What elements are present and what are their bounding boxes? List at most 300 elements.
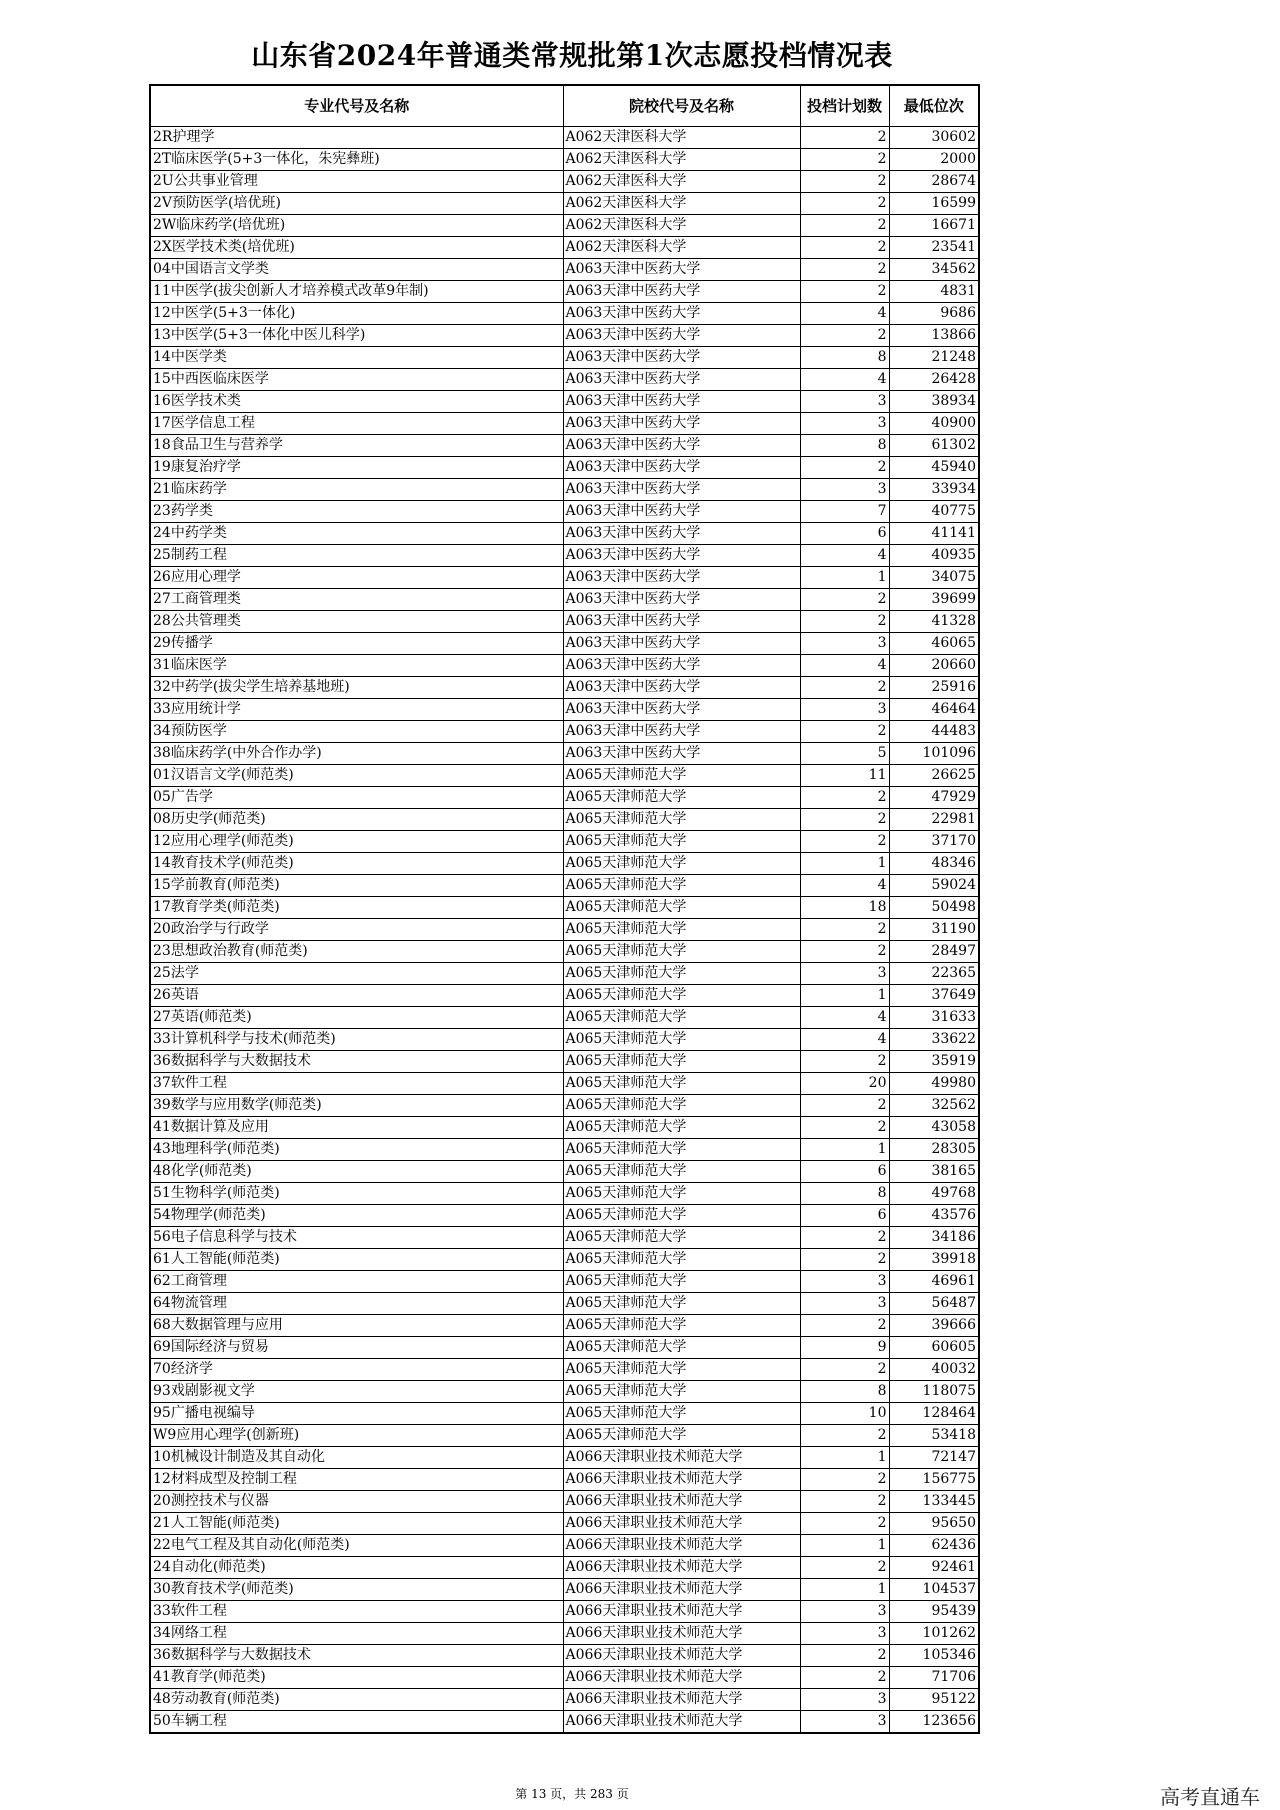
min-rank-cell: 2000 <box>889 149 979 171</box>
plan-cell: 3 <box>800 1601 889 1623</box>
major-cell: 41教育学(师范类) <box>150 1667 563 1689</box>
major-cell: 64物流管理 <box>150 1293 563 1315</box>
school-cell: A065天津师范大学 <box>563 1381 800 1403</box>
min-rank-cell: 43058 <box>889 1117 979 1139</box>
plan-cell: 4 <box>800 369 889 391</box>
min-rank-cell: 22365 <box>889 963 979 985</box>
school-cell: A063天津中医药大学 <box>563 633 800 655</box>
school-cell: A066天津职业技术师范大学 <box>563 1623 800 1645</box>
major-cell: 62工商管理 <box>150 1271 563 1293</box>
table-row <box>150 127 979 149</box>
major-cell: 27英语(师范类) <box>150 1007 563 1029</box>
plan-cell: 3 <box>800 699 889 721</box>
min-rank-cell: 20660 <box>889 655 979 677</box>
school-cell: A066天津职业技术师范大学 <box>563 1579 800 1601</box>
plan-cell: 2 <box>800 259 889 281</box>
table-row <box>150 1051 979 1073</box>
plan-cell: 2 <box>800 1095 889 1117</box>
major-cell: 29传播学 <box>150 633 563 655</box>
min-rank-cell: 40900 <box>889 413 979 435</box>
school-cell: A066天津职业技术师范大学 <box>563 1469 800 1491</box>
major-cell: 95广播电视编导 <box>150 1403 563 1425</box>
min-rank-cell: 25916 <box>889 677 979 699</box>
school-cell: A063天津中医药大学 <box>563 699 800 721</box>
header-min-rank: 最低位次 <box>889 85 979 127</box>
plan-cell: 2 <box>800 457 889 479</box>
school-cell: A065天津师范大学 <box>563 1227 800 1249</box>
min-rank-cell: 41141 <box>889 523 979 545</box>
plan-cell: 2 <box>800 127 889 149</box>
school-cell: A063天津中医药大学 <box>563 435 800 457</box>
major-cell: W9应用心理学(创新班) <box>150 1425 563 1447</box>
plan-cell: 4 <box>800 545 889 567</box>
plan-cell: 2 <box>800 677 889 699</box>
min-rank-cell: 39918 <box>889 1249 979 1271</box>
table-row <box>150 1645 979 1667</box>
school-cell: A065天津师范大学 <box>563 1161 800 1183</box>
major-cell: 37软件工程 <box>150 1073 563 1095</box>
school-cell: A065天津师范大学 <box>563 1293 800 1315</box>
major-cell: 24中药学类 <box>150 523 563 545</box>
table-row <box>150 875 979 897</box>
major-cell: 51生物科学(师范类) <box>150 1183 563 1205</box>
school-cell: A066天津职业技术师范大学 <box>563 1491 800 1513</box>
school-cell: A062天津医科大学 <box>563 215 800 237</box>
min-rank-cell: 26625 <box>889 765 979 787</box>
min-rank-cell: 60605 <box>889 1337 979 1359</box>
plan-cell: 1 <box>800 1447 889 1469</box>
major-cell: 32中药学(拔尖学生培养基地班) <box>150 677 563 699</box>
table-row <box>150 919 979 941</box>
plan-cell: 2 <box>800 149 889 171</box>
school-cell: A065天津师范大学 <box>563 963 800 985</box>
header-plan: 投档计划数 <box>800 85 889 127</box>
major-cell: 48化学(师范类) <box>150 1161 563 1183</box>
major-cell: 31临床医学 <box>150 655 563 677</box>
plan-cell: 20 <box>800 1073 889 1095</box>
major-cell: 21人工智能(师范类) <box>150 1513 563 1535</box>
major-cell: 14教育技术学(师范类) <box>150 853 563 875</box>
major-cell: 05广告学 <box>150 787 563 809</box>
min-rank-cell: 37649 <box>889 985 979 1007</box>
plan-cell: 1 <box>800 985 889 1007</box>
min-rank-cell: 95122 <box>889 1689 979 1711</box>
plan-cell: 2 <box>800 1557 889 1579</box>
plan-cell: 8 <box>800 1381 889 1403</box>
header-school: 院校代号及名称 <box>563 85 800 127</box>
min-rank-cell: 101096 <box>889 743 979 765</box>
plan-cell: 6 <box>800 1161 889 1183</box>
table-row <box>150 435 979 457</box>
major-cell: 08历史学(师范类) <box>150 809 563 831</box>
table-row <box>150 1557 979 1579</box>
min-rank-cell: 62436 <box>889 1535 979 1557</box>
table-row <box>150 1205 979 1227</box>
school-cell: A066天津职业技术师范大学 <box>563 1711 800 1734</box>
table-row <box>150 1579 979 1601</box>
school-cell: A063天津中医药大学 <box>563 259 800 281</box>
min-rank-cell: 44483 <box>889 721 979 743</box>
table-row <box>150 1293 979 1315</box>
min-rank-cell: 156775 <box>889 1469 979 1491</box>
school-cell: A063天津中医药大学 <box>563 743 800 765</box>
table-row <box>150 215 979 237</box>
school-cell: A065天津师范大学 <box>563 765 800 787</box>
min-rank-cell: 30602 <box>889 127 979 149</box>
table-row <box>150 655 979 677</box>
table-row <box>150 391 979 413</box>
major-cell: 2U公共事业管理 <box>150 171 563 193</box>
table-row <box>150 413 979 435</box>
min-rank-cell: 50498 <box>889 897 979 919</box>
min-rank-cell: 16599 <box>889 193 979 215</box>
major-cell: 15中西医临床医学 <box>150 369 563 391</box>
school-cell: A063天津中医药大学 <box>563 545 800 567</box>
min-rank-cell: 33934 <box>889 479 979 501</box>
min-rank-cell: 40775 <box>889 501 979 523</box>
school-cell: A063天津中医药大学 <box>563 611 800 633</box>
plan-cell: 7 <box>800 501 889 523</box>
table-row <box>150 501 979 523</box>
school-cell: A065天津师范大学 <box>563 1073 800 1095</box>
school-cell: A065天津师范大学 <box>563 897 800 919</box>
school-cell: A065天津师范大学 <box>563 1271 800 1293</box>
major-cell: 61人工智能(师范类) <box>150 1249 563 1271</box>
plan-cell: 2 <box>800 831 889 853</box>
school-cell: A065天津师范大学 <box>563 1117 800 1139</box>
min-rank-cell: 38165 <box>889 1161 979 1183</box>
plan-cell: 1 <box>800 1535 889 1557</box>
page-number: 第 13 页，共 283 页 <box>515 1787 629 1801</box>
min-rank-cell: 105346 <box>889 1645 979 1667</box>
min-rank-cell: 28305 <box>889 1139 979 1161</box>
major-cell: 54物理学(师范类) <box>150 1205 563 1227</box>
min-rank-cell: 28674 <box>889 171 979 193</box>
plan-cell: 3 <box>800 1623 889 1645</box>
table-row <box>150 1623 979 1645</box>
plan-cell: 11 <box>800 765 889 787</box>
major-cell: 15学前教育(师范类) <box>150 875 563 897</box>
plan-cell: 6 <box>800 523 889 545</box>
major-cell: 19康复治疗学 <box>150 457 563 479</box>
plan-cell: 4 <box>800 655 889 677</box>
plan-cell: 3 <box>800 391 889 413</box>
major-cell: 33计算机科学与技术(师范类) <box>150 1029 563 1051</box>
school-cell: A065天津师范大学 <box>563 809 800 831</box>
plan-cell: 2 <box>800 1469 889 1491</box>
major-cell: 25制药工程 <box>150 545 563 567</box>
min-rank-cell: 72147 <box>889 1447 979 1469</box>
table-header-row <box>150 85 979 127</box>
min-rank-cell: 95650 <box>889 1513 979 1535</box>
plan-cell: 2 <box>800 1315 889 1337</box>
table-row <box>150 677 979 699</box>
min-rank-cell: 43576 <box>889 1205 979 1227</box>
major-cell: 27工商管理类 <box>150 589 563 611</box>
plan-cell: 1 <box>800 567 889 589</box>
plan-cell: 4 <box>800 1029 889 1051</box>
min-rank-cell: 22981 <box>889 809 979 831</box>
major-cell: 93戏剧影视文学 <box>150 1381 563 1403</box>
school-cell: A063天津中医药大学 <box>563 523 800 545</box>
major-cell: 39数学与应用数学(师范类) <box>150 1095 563 1117</box>
major-cell: 43地理科学(师范类) <box>150 1139 563 1161</box>
school-cell: A062天津医科大学 <box>563 149 800 171</box>
school-cell: A065天津师范大学 <box>563 1029 800 1051</box>
plan-cell: 2 <box>800 281 889 303</box>
table-row <box>150 1073 979 1095</box>
school-cell: A066天津职业技术师范大学 <box>563 1601 800 1623</box>
table-body <box>150 127 979 1734</box>
table-row <box>150 1161 979 1183</box>
plan-cell: 9 <box>800 1337 889 1359</box>
school-cell: A063天津中医药大学 <box>563 567 800 589</box>
table-row <box>150 1601 979 1623</box>
major-cell: 70经济学 <box>150 1359 563 1381</box>
school-cell: A063天津中医药大学 <box>563 479 800 501</box>
plan-cell: 10 <box>800 1403 889 1425</box>
school-cell: A065天津师范大学 <box>563 853 800 875</box>
school-cell: A063天津中医药大学 <box>563 413 800 435</box>
min-rank-cell: 48346 <box>889 853 979 875</box>
school-cell: A063天津中医药大学 <box>563 303 800 325</box>
min-rank-cell: 71706 <box>889 1667 979 1689</box>
min-rank-cell: 28497 <box>889 941 979 963</box>
plan-cell: 2 <box>800 1117 889 1139</box>
major-cell: 14中医学类 <box>150 347 563 369</box>
table-row <box>150 1381 979 1403</box>
school-cell: A063天津中医药大学 <box>563 325 800 347</box>
min-rank-cell: 34562 <box>889 259 979 281</box>
min-rank-cell: 4831 <box>889 281 979 303</box>
min-rank-cell: 21248 <box>889 347 979 369</box>
min-rank-cell: 49768 <box>889 1183 979 1205</box>
school-cell: A063天津中医药大学 <box>563 501 800 523</box>
min-rank-cell: 32562 <box>889 1095 979 1117</box>
plan-cell: 2 <box>800 721 889 743</box>
major-cell: 34网络工程 <box>150 1623 563 1645</box>
major-cell: 48劳动教育(师范类) <box>150 1689 563 1711</box>
table-row <box>150 369 979 391</box>
table-row <box>150 1403 979 1425</box>
min-rank-cell: 34075 <box>889 567 979 589</box>
school-cell: A065天津师范大学 <box>563 941 800 963</box>
major-cell: 26应用心理学 <box>150 567 563 589</box>
major-cell: 24自动化(师范类) <box>150 1557 563 1579</box>
plan-cell: 2 <box>800 171 889 193</box>
school-cell: A065天津师范大学 <box>563 831 800 853</box>
min-rank-cell: 38934 <box>889 391 979 413</box>
major-cell: 12中医学(5+3一体化) <box>150 303 563 325</box>
table-row <box>150 1095 979 1117</box>
table-row <box>150 325 979 347</box>
table-row <box>150 1469 979 1491</box>
major-cell: 69国际经济与贸易 <box>150 1337 563 1359</box>
major-cell: 12应用心理学(师范类) <box>150 831 563 853</box>
table-row <box>150 831 979 853</box>
table-row <box>150 1425 979 1447</box>
min-rank-cell: 40935 <box>889 545 979 567</box>
school-cell: A062天津医科大学 <box>563 237 800 259</box>
school-cell: A063天津中医药大学 <box>563 281 800 303</box>
school-cell: A065天津师范大学 <box>563 1359 800 1381</box>
major-cell: 18食品卫生与营养学 <box>150 435 563 457</box>
major-cell: 10机械设计制造及其自动化 <box>150 1447 563 1469</box>
major-cell: 25法学 <box>150 963 563 985</box>
table-row <box>150 1513 979 1535</box>
table-row <box>150 259 979 281</box>
table-row <box>150 1491 979 1513</box>
min-rank-cell: 46961 <box>889 1271 979 1293</box>
major-cell: 23思想政治教育(师范类) <box>150 941 563 963</box>
plan-cell: 2 <box>800 809 889 831</box>
min-rank-cell: 37170 <box>889 831 979 853</box>
min-rank-cell: 47929 <box>889 787 979 809</box>
school-cell: A066天津职业技术师范大学 <box>563 1689 800 1711</box>
major-cell: 01汉语言文学(师范类) <box>150 765 563 787</box>
table-row <box>150 1447 979 1469</box>
table-row <box>150 721 979 743</box>
plan-cell: 2 <box>800 193 889 215</box>
major-cell: 20政治学与行政学 <box>150 919 563 941</box>
table-row <box>150 589 979 611</box>
min-rank-cell: 53418 <box>889 1425 979 1447</box>
major-cell: 2X医学技术类(培优班) <box>150 237 563 259</box>
table-row <box>150 1337 979 1359</box>
school-cell: A063天津中医药大学 <box>563 457 800 479</box>
table-row <box>150 171 979 193</box>
plan-cell: 3 <box>800 1689 889 1711</box>
plan-cell: 6 <box>800 1205 889 1227</box>
school-cell: A063天津中医药大学 <box>563 391 800 413</box>
school-cell: A063天津中医药大学 <box>563 369 800 391</box>
table-row <box>150 1689 979 1711</box>
header-major: 专业代号及名称 <box>150 85 563 127</box>
plan-cell: 2 <box>800 1491 889 1513</box>
plan-cell: 2 <box>800 787 889 809</box>
table-row <box>150 281 979 303</box>
table-row <box>150 633 979 655</box>
plan-cell: 2 <box>800 1051 889 1073</box>
table-row <box>150 193 979 215</box>
school-cell: A065天津师范大学 <box>563 1403 800 1425</box>
major-cell: 17医学信息工程 <box>150 413 563 435</box>
min-rank-cell: 49980 <box>889 1073 979 1095</box>
min-rank-cell: 118075 <box>889 1381 979 1403</box>
major-cell: 26英语 <box>150 985 563 1007</box>
major-cell: 21临床药学 <box>150 479 563 501</box>
table-row <box>150 347 979 369</box>
plan-cell: 2 <box>800 1513 889 1535</box>
table-row <box>150 1117 979 1139</box>
school-cell: A065天津师范大学 <box>563 1007 800 1029</box>
min-rank-cell: 101262 <box>889 1623 979 1645</box>
major-cell: 23药学类 <box>150 501 563 523</box>
school-cell: A066天津职业技术师范大学 <box>563 1513 800 1535</box>
school-cell: A065天津师范大学 <box>563 1249 800 1271</box>
school-cell: A065天津师范大学 <box>563 1139 800 1161</box>
table-row <box>150 1667 979 1689</box>
table-row <box>150 523 979 545</box>
plan-cell: 2 <box>800 941 889 963</box>
min-rank-cell: 23541 <box>889 237 979 259</box>
school-cell: A065天津师范大学 <box>563 1315 800 1337</box>
plan-cell: 3 <box>800 963 889 985</box>
school-cell: A063天津中医药大学 <box>563 347 800 369</box>
major-cell: 2T临床医学(5+3一体化，朱宪彝班) <box>150 149 563 171</box>
school-cell: A062天津医科大学 <box>563 127 800 149</box>
plan-cell: 3 <box>800 1711 889 1734</box>
major-cell: 2V预防医学(培优班) <box>150 193 563 215</box>
min-rank-cell: 133445 <box>889 1491 979 1513</box>
school-cell: A065天津师范大学 <box>563 1205 800 1227</box>
table-row <box>150 611 979 633</box>
school-cell: A065天津师范大学 <box>563 919 800 941</box>
plan-cell: 2 <box>800 215 889 237</box>
plan-cell: 3 <box>800 1271 889 1293</box>
plan-cell: 2 <box>800 1249 889 1271</box>
min-rank-cell: 92461 <box>889 1557 979 1579</box>
plan-cell: 4 <box>800 875 889 897</box>
min-rank-cell: 61302 <box>889 435 979 457</box>
min-rank-cell: 59024 <box>889 875 979 897</box>
min-rank-cell: 16671 <box>889 215 979 237</box>
major-cell: 13中医学(5+3一体化中医儿科学) <box>150 325 563 347</box>
school-cell: A065天津师范大学 <box>563 875 800 897</box>
min-rank-cell: 39699 <box>889 589 979 611</box>
min-rank-cell: 13866 <box>889 325 979 347</box>
min-rank-cell: 31633 <box>889 1007 979 1029</box>
major-cell: 56电子信息科学与技术 <box>150 1227 563 1249</box>
major-cell: 22电气工程及其自动化(师范类) <box>150 1535 563 1557</box>
school-cell: A065天津师范大学 <box>563 1095 800 1117</box>
min-rank-cell: 40032 <box>889 1359 979 1381</box>
min-rank-cell: 45940 <box>889 457 979 479</box>
plan-cell: 2 <box>800 1667 889 1689</box>
min-rank-cell: 128464 <box>889 1403 979 1425</box>
major-cell: 36数据科学与大数据技术 <box>150 1051 563 1073</box>
table-row <box>150 149 979 171</box>
school-cell: A066天津职业技术师范大学 <box>563 1667 800 1689</box>
plan-cell: 8 <box>800 435 889 457</box>
table-row <box>150 985 979 1007</box>
major-cell: 41数据计算及应用 <box>150 1117 563 1139</box>
table-row <box>150 1711 979 1734</box>
table-row <box>150 567 979 589</box>
watermark: 高考直通车 <box>1160 1785 1260 1809</box>
table-row <box>150 457 979 479</box>
table-row <box>150 1139 979 1161</box>
min-rank-cell: 31190 <box>889 919 979 941</box>
school-cell: A066天津职业技术师范大学 <box>563 1447 800 1469</box>
school-cell: A065天津师范大学 <box>563 787 800 809</box>
min-rank-cell: 34186 <box>889 1227 979 1249</box>
school-cell: A062天津医科大学 <box>563 171 800 193</box>
major-cell: 68大数据管理与应用 <box>150 1315 563 1337</box>
plan-cell: 2 <box>800 1227 889 1249</box>
plan-cell: 1 <box>800 853 889 875</box>
plan-cell: 2 <box>800 325 889 347</box>
plan-cell: 2 <box>800 237 889 259</box>
major-cell: 38临床药学(中外合作办学) <box>150 743 563 765</box>
school-cell: A065天津师范大学 <box>563 985 800 1007</box>
major-cell: 04中国语言文学类 <box>150 259 563 281</box>
min-rank-cell: 46065 <box>889 633 979 655</box>
major-cell: 34预防医学 <box>150 721 563 743</box>
table-row <box>150 1029 979 1051</box>
table-row <box>150 1183 979 1205</box>
school-cell: A063天津中医药大学 <box>563 721 800 743</box>
